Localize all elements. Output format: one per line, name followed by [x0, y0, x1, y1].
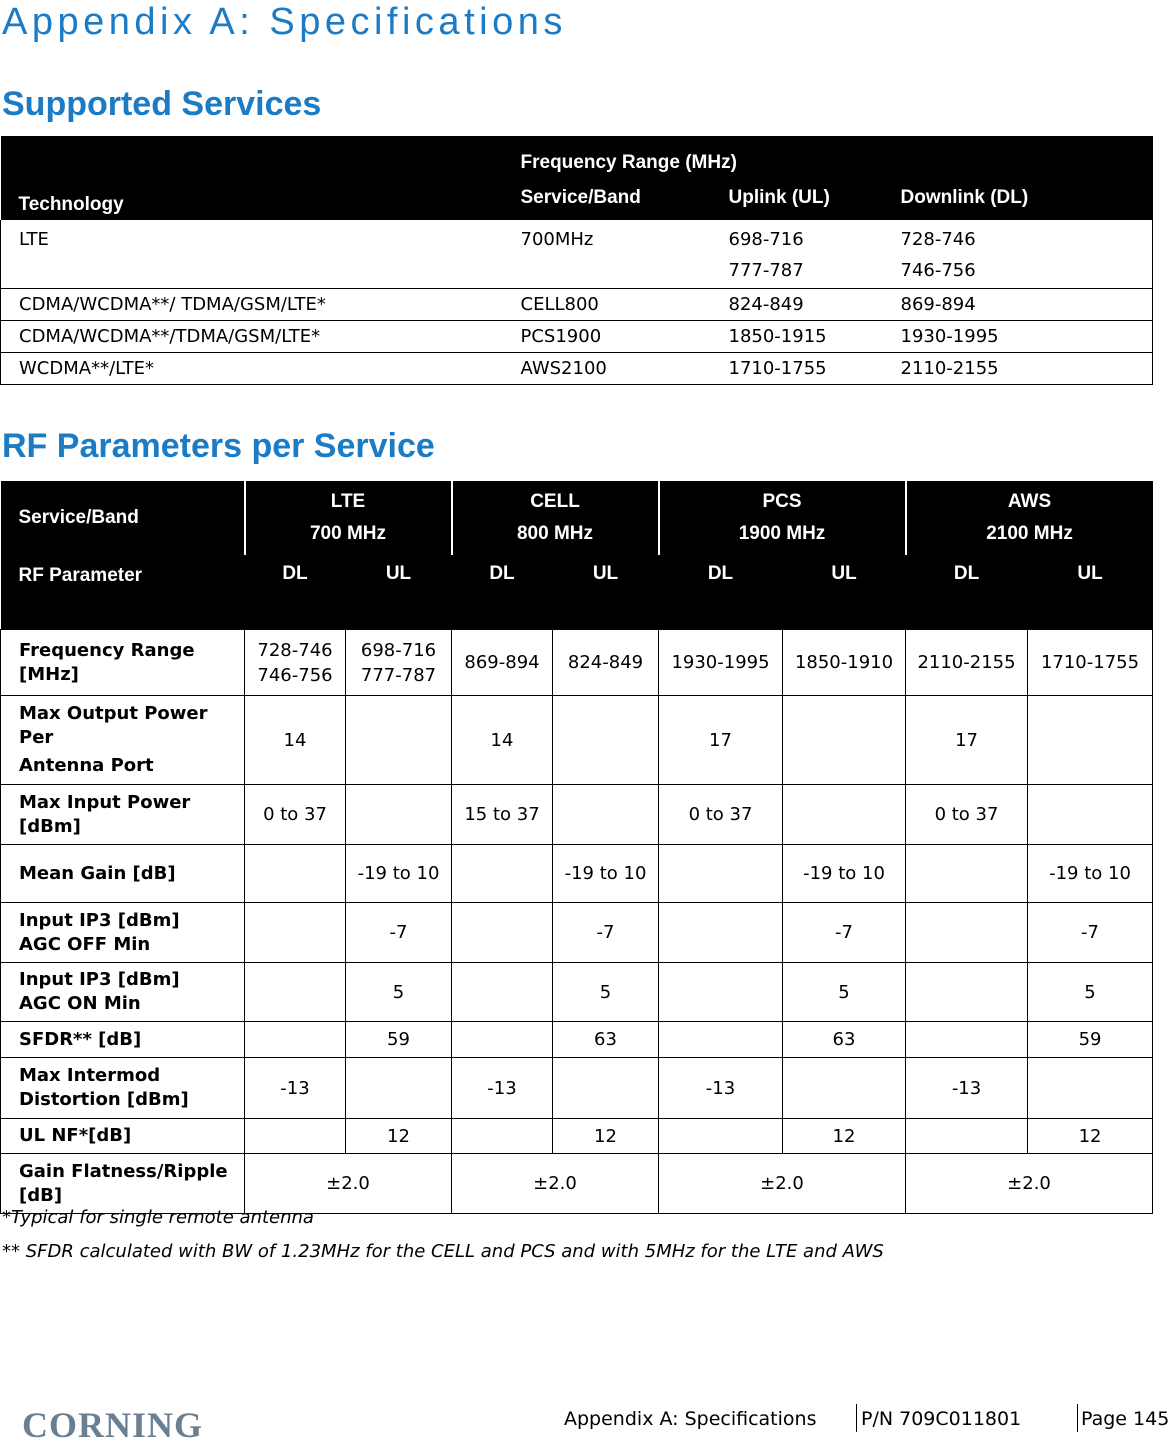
- value-cell: ±2.0: [659, 1154, 906, 1214]
- value-cell: -13: [245, 1058, 346, 1119]
- cell-uplink: [711, 220, 883, 289]
- supported-services-table: [0, 136, 1153, 385]
- cell-uplink: 1710-1755: [711, 353, 883, 385]
- value-cell: [452, 903, 553, 963]
- value-cell: -13: [906, 1058, 1028, 1119]
- value-line: 777-787: [728, 260, 804, 281]
- table-row: [1, 1022, 1153, 1058]
- row-label: Max Input Power [dBm]: [1, 785, 245, 845]
- value-cell: [906, 963, 1028, 1022]
- value-cell: 17: [906, 696, 1028, 785]
- header-uplink: Uplink (UL): [711, 178, 883, 220]
- value-cell: 59: [1028, 1022, 1153, 1058]
- cell-uplink: 824-849: [711, 289, 883, 321]
- value-cell: 63: [783, 1022, 906, 1058]
- table-row: [1, 845, 1153, 903]
- value-cell: -19 to 10: [553, 845, 659, 903]
- label-line: Antenna Port: [19, 755, 154, 776]
- cell-band: AWS2100: [503, 353, 711, 385]
- value-cell: ±2.0: [245, 1154, 452, 1214]
- footer-part-number: P/N 709C011801: [861, 1408, 1022, 1430]
- table-row: [1, 1119, 1153, 1154]
- row-label: [1, 963, 245, 1022]
- value-cell: [659, 903, 783, 963]
- cell-downlink: 1930-1995: [883, 321, 1153, 353]
- footer-section: Appendix A: Specifications: [564, 1408, 817, 1430]
- label-line: [dB]: [19, 1184, 63, 1206]
- value-cell: 0 to 37: [906, 785, 1028, 845]
- header-band-lte: [245, 481, 452, 555]
- cell-technology: CDMA/WCDMA**/ TDMA/GSM/LTE*: [1, 289, 503, 321]
- label-line: AGC ON Min: [19, 993, 141, 1014]
- value-cell: [245, 845, 346, 903]
- value-cell: 1850-1910: [783, 630, 906, 696]
- value-cell: 59: [346, 1022, 452, 1058]
- value-cell: [659, 963, 783, 1022]
- value-cell: [553, 785, 659, 845]
- header-service-band: Service/Band: [1, 481, 245, 555]
- header-technology: Technology: [1, 136, 503, 220]
- header-dl: DL: [659, 555, 783, 630]
- value-cell: 5: [1028, 963, 1153, 1022]
- value-cell: 0 to 37: [659, 785, 783, 845]
- value-cell: -7: [783, 903, 906, 963]
- label-line: Input IP3 [dBm]: [19, 969, 180, 990]
- cell-downlink: 2110-2155: [883, 353, 1153, 385]
- header-ul: UL: [1028, 555, 1153, 630]
- value-cell: [1028, 785, 1153, 845]
- cell-band: 700MHz: [503, 220, 711, 289]
- header-ul: UL: [783, 555, 906, 630]
- value-cell: 12: [346, 1119, 452, 1154]
- label-line: Gain Flatness/Ripple: [19, 1160, 228, 1182]
- value-cell: [906, 845, 1028, 903]
- value-cell: 12: [1028, 1119, 1153, 1154]
- row-label: Frequency Range [MHz]: [1, 630, 245, 696]
- value-cell: [245, 963, 346, 1022]
- page-title: Appendix A: Specifications: [2, 1, 567, 43]
- value-cell: [245, 1022, 346, 1058]
- cell-technology: CDMA/WCDMA**/TDMA/GSM/LTE*: [1, 321, 503, 353]
- header-ul: UL: [553, 555, 659, 630]
- value-cell: [906, 903, 1028, 963]
- value-cell: [659, 845, 783, 903]
- label-line: Max Intermod: [19, 1065, 161, 1086]
- value-cell: [783, 785, 906, 845]
- header-band-pcs: [659, 481, 906, 555]
- row-label: [1, 1058, 245, 1119]
- band-freq: 700 MHz: [309, 523, 387, 544]
- label-line: Max Output Power Per: [19, 703, 208, 748]
- value-cell: ±2.0: [452, 1154, 659, 1214]
- table-row: [1, 1058, 1153, 1119]
- value-cell: 15 to 37: [452, 785, 553, 845]
- value-cell: -19 to 10: [783, 845, 906, 903]
- value-cell: [553, 1058, 659, 1119]
- services-section-title: Supported Services: [2, 85, 322, 123]
- band-name: AWS: [1007, 491, 1052, 512]
- value-cell: 5: [783, 963, 906, 1022]
- value-cell: [783, 1058, 906, 1119]
- cell-technology: LTE: [1, 220, 503, 289]
- header-rf-parameter: RF Parameter: [1, 555, 245, 630]
- value-cell: [452, 963, 553, 1022]
- value-cell: [906, 1022, 1028, 1058]
- value-cell: 5: [553, 963, 659, 1022]
- value-cell: 2110-2155: [906, 630, 1028, 696]
- label-line: Distortion [dBm]: [19, 1089, 189, 1110]
- value-cell: 0 to 37: [245, 785, 346, 845]
- rf-parameters-table: [0, 481, 1153, 1214]
- value-cell: 1930-1995: [659, 630, 783, 696]
- table-row: [1, 963, 1153, 1022]
- band-name: CELL: [530, 491, 580, 512]
- row-label: [1, 696, 245, 785]
- header-dl: DL: [245, 555, 346, 630]
- footer-divider: [1077, 1404, 1078, 1432]
- label-line: Input IP3 [dBm]: [19, 909, 180, 931]
- cell-band: CELL800: [503, 289, 711, 321]
- value-cell: ±2.0: [906, 1154, 1153, 1214]
- value-line: 728-746: [900, 229, 976, 250]
- value-cell: -19 to 10: [346, 845, 452, 903]
- header-band-cell: [452, 481, 659, 555]
- table-row: [1, 1154, 1153, 1214]
- value-cell: -7: [346, 903, 452, 963]
- value-cell: -13: [452, 1058, 553, 1119]
- table-row: [1, 903, 1153, 963]
- value-cell: [1028, 1058, 1153, 1119]
- header-dl: DL: [906, 555, 1028, 630]
- footer-divider: [856, 1404, 857, 1432]
- value-cell: -19 to 10: [1028, 845, 1153, 903]
- header-frequency-range: Frequency Range (MHz): [503, 136, 1153, 178]
- value-cell: [452, 1022, 553, 1058]
- value-cell: [659, 1022, 783, 1058]
- cell-technology: WCDMA**/LTE*: [1, 353, 503, 385]
- footer-page-number: Page 145: [1081, 1408, 1169, 1430]
- value-cell: [245, 1119, 346, 1154]
- value-line: 746-756: [900, 260, 976, 281]
- value-line: 777-787: [360, 664, 437, 686]
- value-cell: [245, 630, 346, 696]
- value-cell: [245, 903, 346, 963]
- value-cell: 1710-1755: [1028, 630, 1153, 696]
- value-cell: [452, 1119, 553, 1154]
- label-line: AGC OFF Min: [19, 933, 151, 955]
- table-row: [1, 321, 1153, 353]
- value-cell: 14: [452, 696, 553, 785]
- value-cell: [906, 1119, 1028, 1154]
- cell-band: PCS1900: [503, 321, 711, 353]
- band-freq: 800 MHz: [516, 523, 594, 544]
- value-line: 698-716: [360, 639, 437, 661]
- value-cell: -13: [659, 1058, 783, 1119]
- value-cell: -7: [553, 903, 659, 963]
- rf-section-title: RF Parameters per Service: [2, 427, 435, 465]
- value-cell: 17: [659, 696, 783, 785]
- value-cell: [346, 1058, 452, 1119]
- header-ul: UL: [346, 555, 452, 630]
- header-dl: DL: [452, 555, 553, 630]
- value-cell: [553, 696, 659, 785]
- value-cell: 14: [245, 696, 346, 785]
- value-cell: [346, 785, 452, 845]
- band-freq: 2100 MHz: [986, 523, 1073, 544]
- footnote-typical: *Typical for single remote antenna: [2, 1207, 314, 1228]
- table-row: [1, 220, 1153, 289]
- table-row: [1, 630, 1153, 696]
- header-downlink: Downlink (DL): [883, 178, 1153, 220]
- value-cell: [783, 696, 906, 785]
- value-cell: [1028, 696, 1153, 785]
- value-cell: 824-849: [553, 630, 659, 696]
- table-row: [1, 785, 1153, 845]
- band-name: PCS: [762, 491, 802, 512]
- value-cell: 5: [346, 963, 452, 1022]
- table-row: [1, 353, 1153, 385]
- cell-downlink: 869-894: [883, 289, 1153, 321]
- header-service-band: Service/Band: [503, 178, 711, 220]
- row-label: UL NF*[dB]: [1, 1119, 245, 1154]
- table-row: [1, 289, 1153, 321]
- table-row: [1, 696, 1153, 785]
- value-cell: [346, 696, 452, 785]
- value-cell: -7: [1028, 903, 1153, 963]
- row-label: [1, 1154, 245, 1214]
- header-band-aws: [906, 481, 1153, 555]
- value-line: 728-746: [257, 639, 333, 661]
- value-cell: 869-894: [452, 630, 553, 696]
- band-freq: 1900 MHz: [738, 523, 826, 544]
- value-line: 746-756: [257, 664, 333, 686]
- cell-downlink: [883, 220, 1153, 289]
- footnote-sfdr: ** SFDR calculated with BW of 1.23MHz for the CELL and PCS and with 5MHz for the LTE and AWS: [2, 1241, 884, 1262]
- cell-uplink: 1850-1915: [711, 321, 883, 353]
- corning-logo: CORNING: [22, 1405, 204, 1445]
- row-label: Mean Gain [dB]: [1, 845, 245, 903]
- value-cell: 12: [553, 1119, 659, 1154]
- value-line: 698-716: [728, 229, 804, 250]
- value-cell: [659, 1119, 783, 1154]
- value-cell: 12: [783, 1119, 906, 1154]
- row-label: [1, 903, 245, 963]
- value-cell: 63: [553, 1022, 659, 1058]
- row-label: SFDR** [dB]: [1, 1022, 245, 1058]
- value-cell: [452, 845, 553, 903]
- band-name: LTE: [330, 491, 366, 512]
- value-cell: [346, 630, 452, 696]
